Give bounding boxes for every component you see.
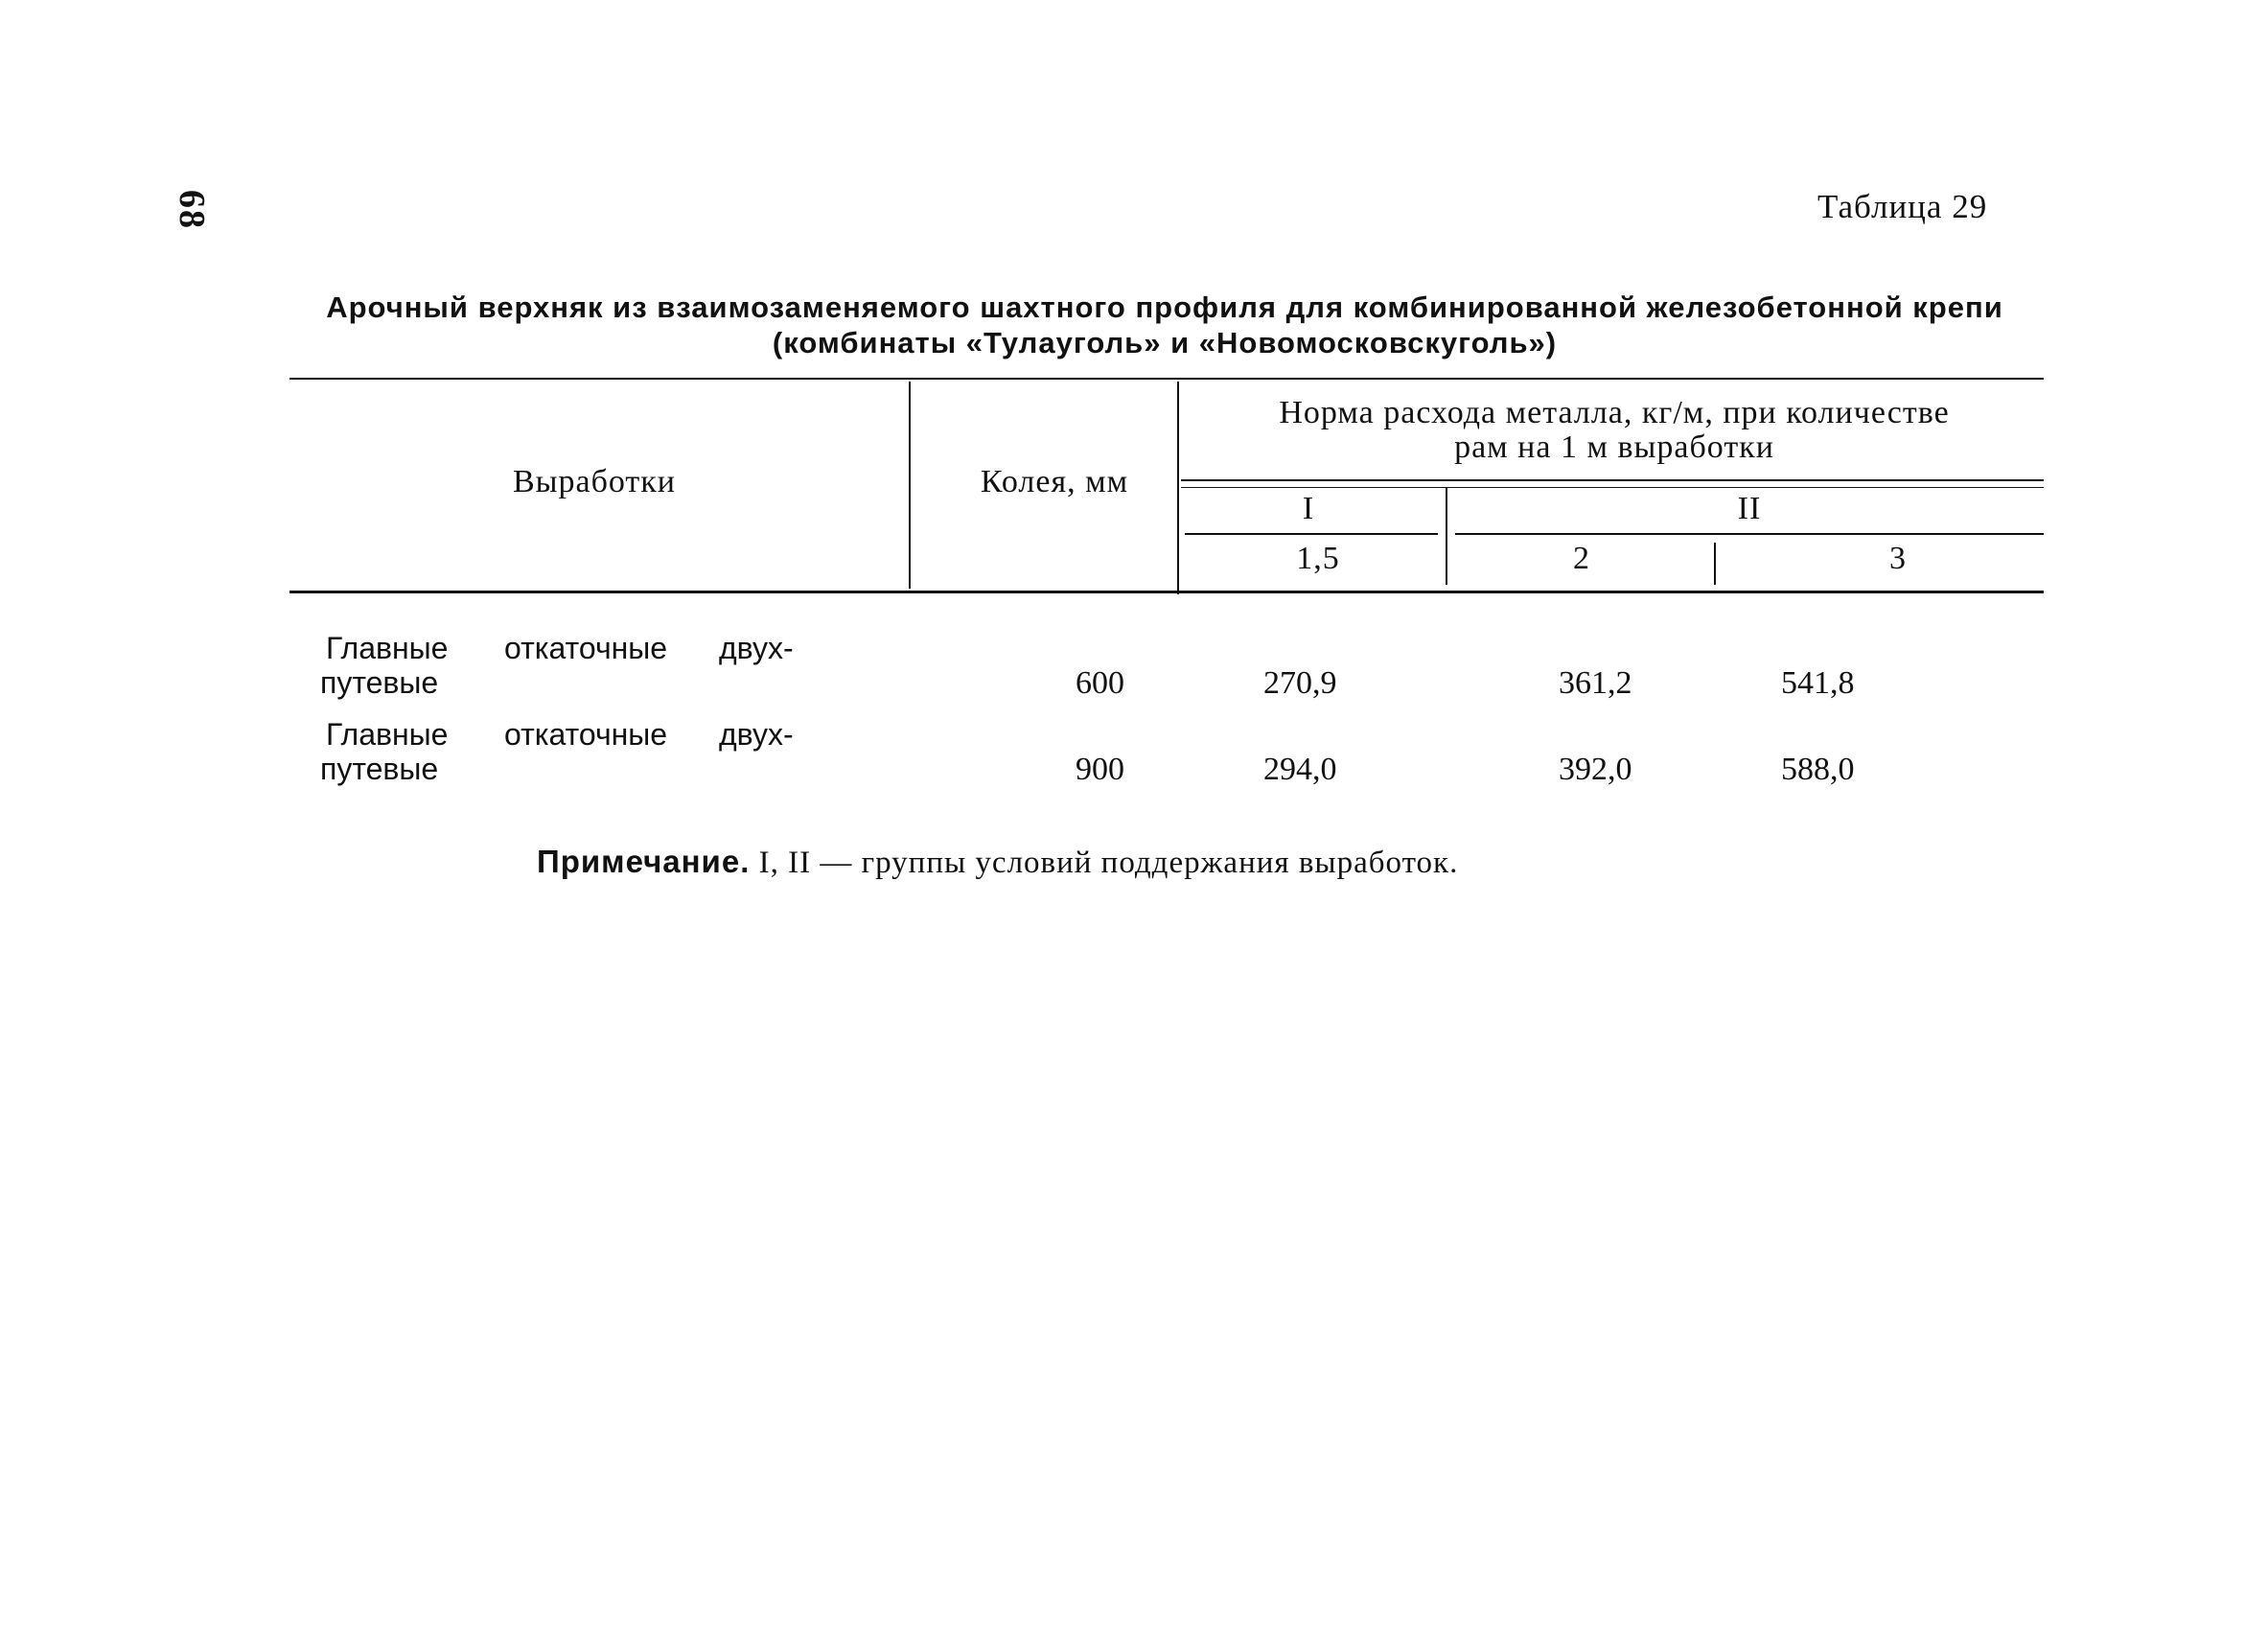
row-value-3: 541,8 <box>1781 665 1855 701</box>
page-number: 68 <box>172 190 212 230</box>
row-workings-word-1: Главные <box>326 631 449 665</box>
row-value-1: 270,9 <box>1263 665 1337 701</box>
row-workings-word-2: откаточные <box>504 717 668 752</box>
row-workings-word-2: откаточные <box>504 631 668 665</box>
note-label: Примечание. <box>537 844 751 879</box>
row-gauge: 900 <box>1076 752 1124 787</box>
header-frames-1: 1,5 <box>1296 541 1340 576</box>
header-frames-3: 3 <box>1889 541 1907 576</box>
row-value-3: 588,0 <box>1781 752 1855 787</box>
group-divider <box>1446 487 1447 585</box>
group-underline-left <box>1185 533 1438 535</box>
table-label: Таблица 29 <box>1817 188 1988 225</box>
table-title-line-2: (комбинаты «Тулауголь» и «Новомосковскуголь») <box>772 326 1558 359</box>
header-norm-line-1: Норма расхода металла, кг/м, при количестве <box>1279 395 1950 430</box>
header-group-1: I <box>1302 491 1315 526</box>
header-divider-1 <box>909 382 911 589</box>
header-gauge: Колея, мм <box>980 464 1129 499</box>
row-workings-word-3: двух- <box>719 717 794 752</box>
group-row-line-1 <box>1181 487 2044 488</box>
row-workings-line-2: путевые <box>320 752 439 786</box>
table-title <box>288 290 2042 360</box>
row-value-2: 361,2 <box>1559 665 1632 701</box>
frames-divider <box>1714 543 1716 585</box>
note-text: I, II — группы условий поддержания выработок. <box>758 846 1459 880</box>
group-underline-right <box>1455 533 2044 535</box>
row-workings-word-1: Главные <box>326 717 449 752</box>
header-divider-2 <box>1177 382 1179 594</box>
header-bottom-rule <box>289 591 2044 593</box>
table-note <box>537 844 1458 881</box>
row-workings-line-2: путевые <box>320 665 439 700</box>
norm-underline <box>1181 479 2044 481</box>
row-workings-word-3: двух- <box>719 631 794 665</box>
header-group-2: II <box>1737 491 1762 526</box>
row-gauge: 600 <box>1076 665 1124 701</box>
row-value-1: 294,0 <box>1263 752 1337 787</box>
table-title-line-1: Арочный верхняк из взаимозаменяемого шахтного профиля для комбинированной железобетонной крепи <box>326 290 2003 324</box>
header-frames-2: 2 <box>1573 541 1590 576</box>
table-top-rule <box>289 378 2044 380</box>
header-norm-line-2: рам на 1 м выработки <box>1454 429 1774 465</box>
header-workings: Выработки <box>512 464 677 499</box>
row-value-2: 392,0 <box>1559 752 1632 787</box>
